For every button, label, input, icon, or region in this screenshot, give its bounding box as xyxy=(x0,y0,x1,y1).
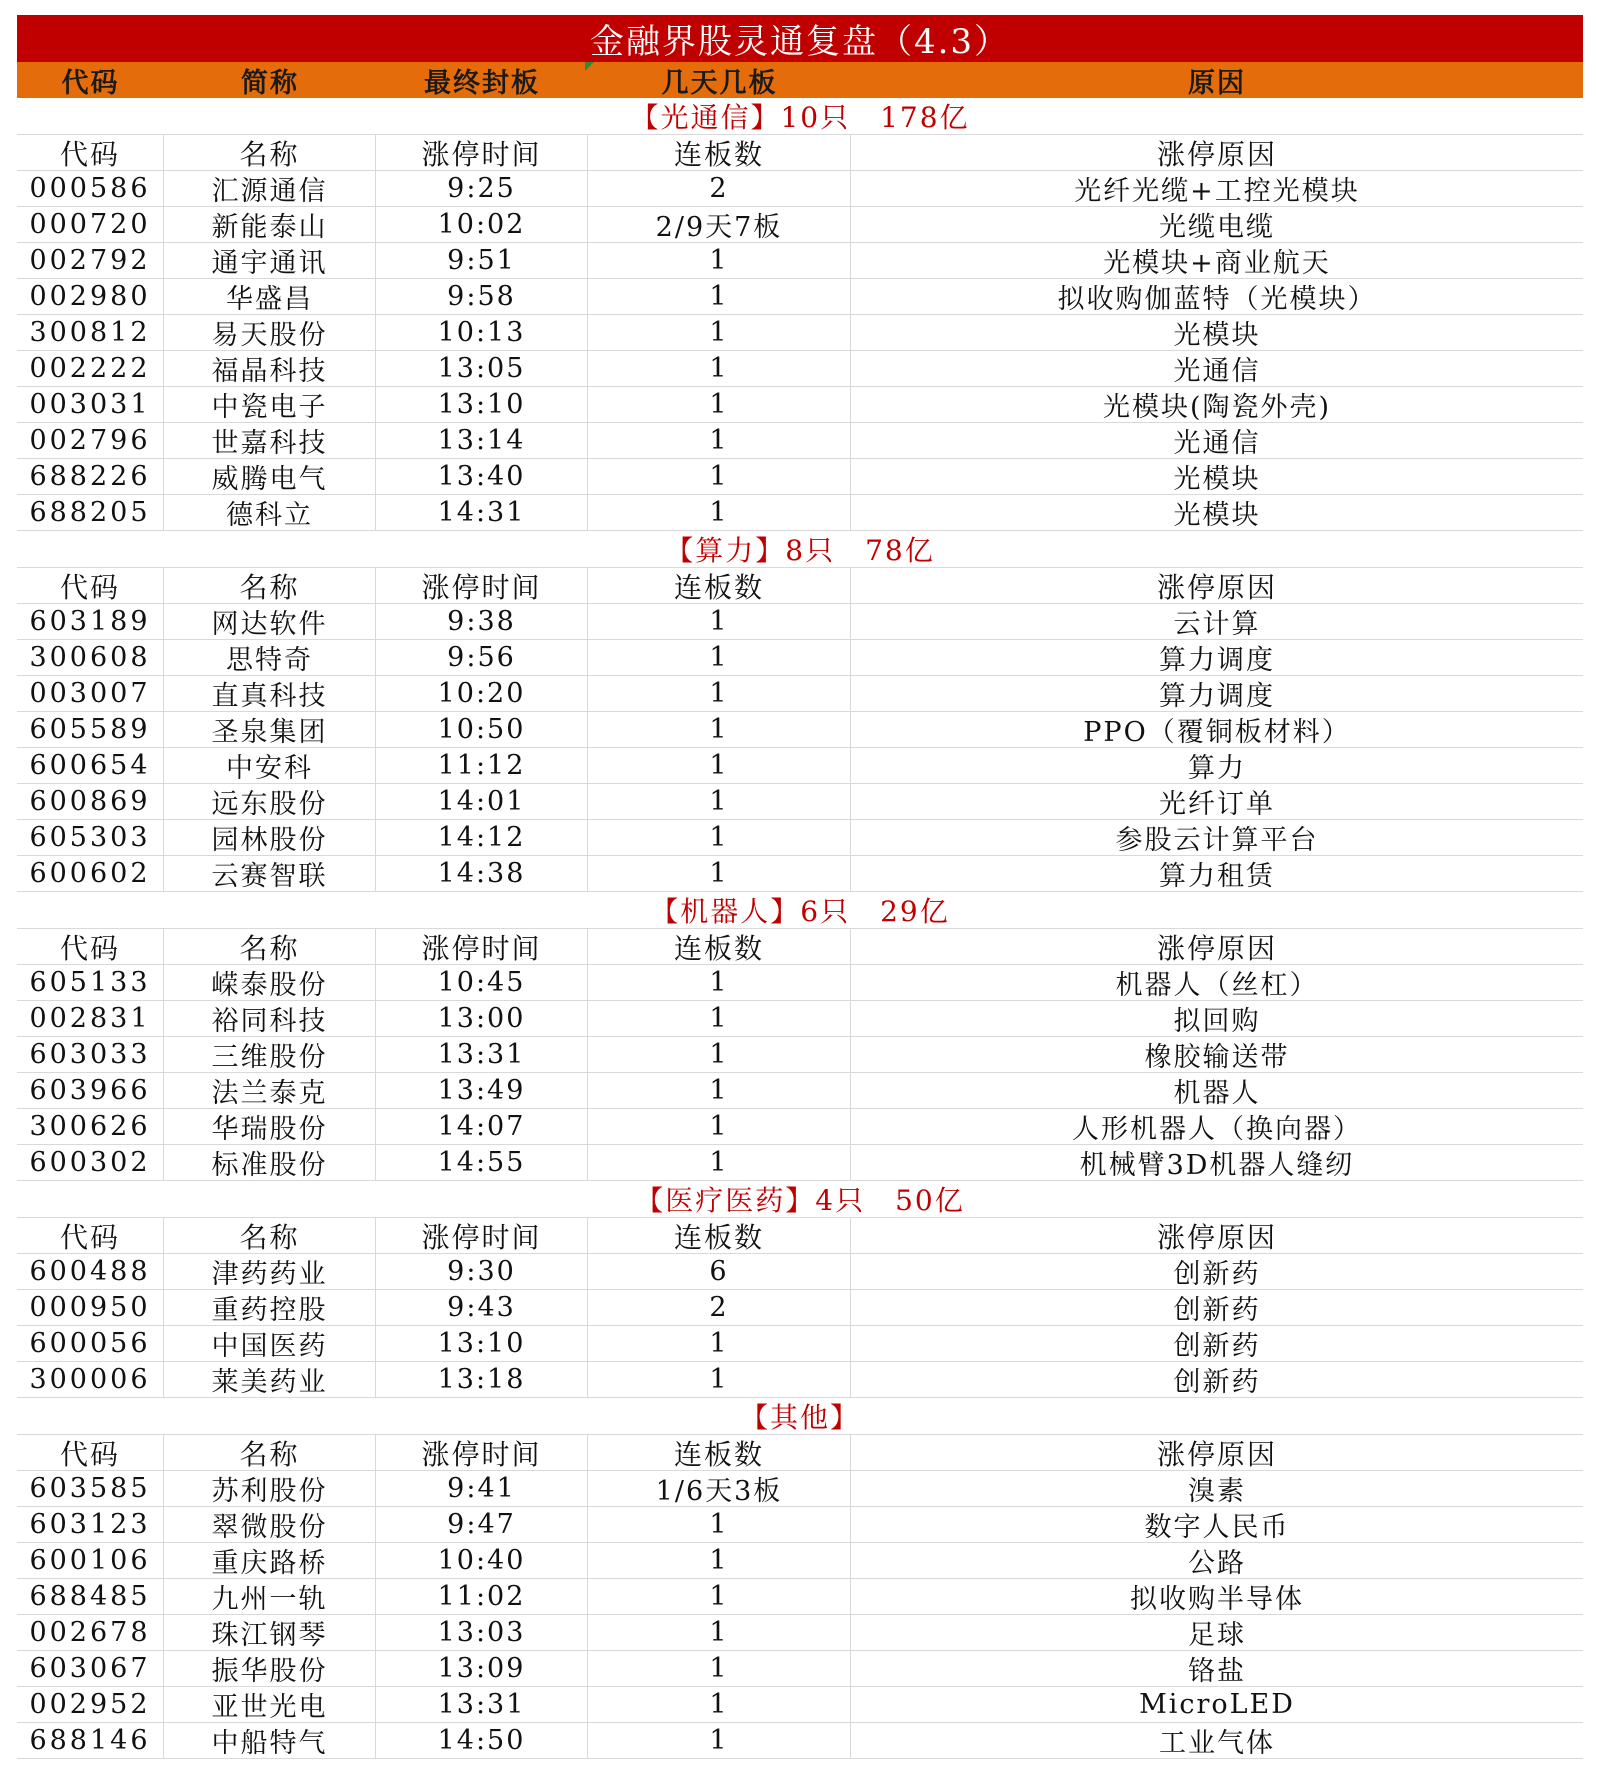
column-header-row xyxy=(17,568,1583,604)
cell-reason: 机器人（丝杠） xyxy=(1115,970,1319,1000)
cell-board-count: 1 xyxy=(588,965,851,1000)
cell-reason: 溴素 xyxy=(1188,1476,1246,1506)
cell-name: 世嘉科技 xyxy=(164,423,376,458)
column-header-name: 名称 xyxy=(164,1435,376,1470)
sector-label: 【其他】 xyxy=(17,1398,1583,1435)
cell-limit-time: 10:02 xyxy=(376,207,588,242)
cell-limit-time: 9:43 xyxy=(376,1290,588,1325)
column-header-board-count: 连板数 xyxy=(588,568,851,603)
column-header-code: 代码 xyxy=(17,568,164,603)
cell-board-count: 1 xyxy=(588,856,851,891)
cell-name: 直真科技 xyxy=(164,676,376,711)
cell-board-count: 1 xyxy=(588,243,851,278)
table-row xyxy=(17,1651,1583,1687)
cell-reason: MicroLED xyxy=(1139,1689,1295,1720)
cell-name: 圣泉集团 xyxy=(164,712,376,747)
review-sheet xyxy=(17,15,1583,1759)
cell-name: 福晶科技 xyxy=(164,351,376,386)
sheet-title: 金融界股灵通复盘（4.3） xyxy=(17,15,1583,62)
cell-code: 600056 xyxy=(17,1326,164,1361)
cell-reason: 光通信 xyxy=(1173,428,1261,458)
cell-board-count: 1 xyxy=(588,1579,851,1614)
column-header-board-count: 连板数 xyxy=(588,135,851,170)
cell-code: 600488 xyxy=(17,1254,164,1289)
cell-limit-time: 13:31 xyxy=(376,1687,588,1722)
table-row xyxy=(17,820,1583,856)
cell-limit-time: 14:07 xyxy=(376,1109,588,1144)
cell-board-count: 6 xyxy=(588,1254,851,1289)
cell-code: 603966 xyxy=(17,1073,164,1108)
cell-board-count: 1 xyxy=(588,1687,851,1722)
cell-code: 002792 xyxy=(17,243,164,278)
column-header-limit-time: 涨停时间 xyxy=(376,929,588,964)
cell-name: 珠江钢琴 xyxy=(164,1615,376,1650)
cell-name: 中安科 xyxy=(164,748,376,783)
cell-board-count: 1 xyxy=(588,748,851,783)
cell-reason: 橡胶输送带 xyxy=(1144,1042,1290,1072)
main-header-row xyxy=(17,62,1583,98)
cell-limit-time: 13:31 xyxy=(376,1037,588,1072)
cell-code: 002980 xyxy=(17,279,164,314)
cell-limit-time: 13:18 xyxy=(376,1362,588,1397)
cell-reason: 拟收购半导体 xyxy=(1130,1584,1304,1614)
table-row xyxy=(17,1362,1583,1398)
table-row xyxy=(17,640,1583,676)
cell-limit-time: 9:51 xyxy=(376,243,588,278)
cell-limit-time: 10:45 xyxy=(376,965,588,1000)
table-row xyxy=(17,1037,1583,1073)
cell-reason: 光纤订单 xyxy=(1159,789,1275,819)
cell-limit-time: 14:31 xyxy=(376,495,588,530)
cell-board-count: 1 xyxy=(588,459,851,494)
cell-code: 688146 xyxy=(17,1723,164,1758)
column-header-name: 名称 xyxy=(164,1218,376,1253)
cell-board-count: 1/6天3板 xyxy=(588,1471,851,1506)
cell-limit-time: 9:47 xyxy=(376,1507,588,1542)
cell-code: 003031 xyxy=(17,387,164,422)
header-short-name: 简称 xyxy=(241,67,299,98)
cell-limit-time: 13:14 xyxy=(376,423,588,458)
cell-board-count: 1 xyxy=(588,1723,851,1758)
cell-code: 600654 xyxy=(17,748,164,783)
cell-code: 605133 xyxy=(17,965,164,1000)
sector-label: 【算力】8只 78亿 xyxy=(17,531,1583,568)
cell-board-count: 1 xyxy=(588,1326,851,1361)
cell-name: 中瓷电子 xyxy=(164,387,376,422)
cell-code: 300626 xyxy=(17,1109,164,1144)
cell-limit-time: 10:40 xyxy=(376,1543,588,1578)
cell-code: 000720 xyxy=(17,207,164,242)
cell-limit-time: 14:55 xyxy=(376,1145,588,1180)
table-row xyxy=(17,1723,1583,1759)
cell-limit-time: 13:49 xyxy=(376,1073,588,1108)
cell-board-count: 1 xyxy=(588,676,851,711)
table-row xyxy=(17,1001,1583,1037)
column-header-code: 代码 xyxy=(17,1435,164,1470)
column-header-limit-time: 涨停时间 xyxy=(376,1435,588,1470)
cell-limit-time: 9:58 xyxy=(376,279,588,314)
cell-reason: 数字人民币 xyxy=(1144,1512,1290,1542)
cell-name: 津药药业 xyxy=(164,1254,376,1289)
column-header-code: 代码 xyxy=(17,135,164,170)
cell-limit-time: 14:50 xyxy=(376,1723,588,1758)
sector-label: 【光通信】10只 178亿 xyxy=(17,98,1583,135)
cell-name: 裕同科技 xyxy=(164,1001,376,1036)
table-row xyxy=(17,748,1583,784)
cell-name: 汇源通信 xyxy=(164,171,376,206)
cell-code: 603123 xyxy=(17,1507,164,1542)
cell-name: 新能泰山 xyxy=(164,207,376,242)
cell-code: 600602 xyxy=(17,856,164,891)
column-header-row xyxy=(17,1218,1583,1254)
cell-reason: 光纤光缆+工控光模块 xyxy=(1074,176,1360,206)
cell-name: 翠微股份 xyxy=(164,1507,376,1542)
cell-name: 远东股份 xyxy=(164,784,376,819)
cell-limit-time: 9:25 xyxy=(376,171,588,206)
cell-board-count: 1 xyxy=(588,1073,851,1108)
table-row xyxy=(17,604,1583,640)
table-row xyxy=(17,351,1583,387)
cell-board-count: 1 xyxy=(588,1109,851,1144)
cell-code: 300006 xyxy=(17,1362,164,1397)
cell-limit-time: 13:09 xyxy=(376,1651,588,1686)
cell-board-count: 1 xyxy=(588,315,851,350)
cell-reason: 算力调度 xyxy=(1159,645,1275,675)
cell-board-count: 1 xyxy=(588,1543,851,1578)
cell-limit-time: 13:10 xyxy=(376,1326,588,1361)
column-header-reason: 涨停原因 xyxy=(1156,1220,1277,1253)
cell-code: 603585 xyxy=(17,1471,164,1506)
table-row xyxy=(17,1109,1583,1145)
table-row xyxy=(17,1507,1583,1543)
column-header-limit-time: 涨停时间 xyxy=(376,135,588,170)
cell-name: 园林股份 xyxy=(164,820,376,855)
column-header-row xyxy=(17,135,1583,171)
column-header-reason: 涨停原因 xyxy=(1156,570,1277,603)
cell-board-count: 1 xyxy=(588,784,851,819)
cell-name: 网达软件 xyxy=(164,604,376,639)
cell-name: 易天股份 xyxy=(164,315,376,350)
table-row xyxy=(17,965,1583,1001)
cell-name: 苏利股份 xyxy=(164,1471,376,1506)
table-row xyxy=(17,495,1583,531)
table-row xyxy=(17,315,1583,351)
header-reason: 原因 xyxy=(1188,67,1246,98)
cell-board-count: 1 xyxy=(588,1037,851,1072)
cell-limit-time: 14:01 xyxy=(376,784,588,819)
cell-board-count: 2 xyxy=(588,171,851,206)
cell-code: 300812 xyxy=(17,315,164,350)
table-row xyxy=(17,1687,1583,1723)
cell-board-count: 1 xyxy=(588,387,851,422)
cell-reason: 工业气体 xyxy=(1159,1728,1275,1758)
cell-name: 思特奇 xyxy=(164,640,376,675)
table-row xyxy=(17,387,1583,423)
cell-code: 603067 xyxy=(17,1651,164,1686)
sections-container xyxy=(17,98,1583,1759)
cell-name: 德科立 xyxy=(164,495,376,530)
sector-section xyxy=(17,98,1583,531)
cell-name: 九州一轨 xyxy=(164,1579,376,1614)
cell-limit-time: 14:12 xyxy=(376,820,588,855)
cell-board-count: 1 xyxy=(588,1651,851,1686)
table-row xyxy=(17,279,1583,315)
cell-name: 重药控股 xyxy=(164,1290,376,1325)
cell-reason: 参股云计算平台 xyxy=(1115,825,1319,855)
cell-board-count: 1 xyxy=(588,423,851,458)
cell-name: 法兰泰克 xyxy=(164,1073,376,1108)
sector-label: 【机器人】6只 29亿 xyxy=(17,892,1583,929)
cell-code: 002678 xyxy=(17,1615,164,1650)
header-board-days: 几天几板 xyxy=(661,67,778,98)
column-header-reason: 涨停原因 xyxy=(1156,1437,1277,1470)
table-row xyxy=(17,1615,1583,1651)
cell-board-count: 1 xyxy=(588,1507,851,1542)
cell-code: 000950 xyxy=(17,1290,164,1325)
table-row xyxy=(17,459,1583,495)
cell-code: 600106 xyxy=(17,1543,164,1578)
table-row xyxy=(17,1145,1583,1181)
table-row xyxy=(17,1579,1583,1615)
cell-code: 600302 xyxy=(17,1145,164,1180)
column-header-board-count: 连板数 xyxy=(588,1435,851,1470)
sector-section xyxy=(17,892,1583,1181)
cell-reason: PPO（覆铜板材料） xyxy=(1083,717,1351,747)
column-header-row xyxy=(17,1435,1583,1471)
cell-reason: 创新药 xyxy=(1173,1331,1261,1361)
cell-board-count: 1 xyxy=(588,712,851,747)
cell-board-count: 1 xyxy=(588,1362,851,1397)
cell-reason: 机器人 xyxy=(1173,1078,1261,1108)
cell-reason: 足球 xyxy=(1188,1620,1246,1650)
cell-reason: 云计算 xyxy=(1173,609,1261,639)
sector-label: 【医疗医药】4只 50亿 xyxy=(17,1181,1583,1218)
cell-limit-time: 13:03 xyxy=(376,1615,588,1650)
cell-board-count: 1 xyxy=(588,640,851,675)
cell-reason: 拟回购 xyxy=(1173,1006,1261,1036)
cell-code: 002952 xyxy=(17,1687,164,1722)
cell-limit-time: 10:50 xyxy=(376,712,588,747)
cell-limit-time: 9:30 xyxy=(376,1254,588,1289)
cell-board-count: 1 xyxy=(588,351,851,386)
cell-limit-time: 9:38 xyxy=(376,604,588,639)
cell-name: 重庆路桥 xyxy=(164,1543,376,1578)
cell-board-count: 1 xyxy=(588,1145,851,1180)
cell-name: 中船特气 xyxy=(164,1723,376,1758)
column-header-board-count: 连板数 xyxy=(588,929,851,964)
cell-reason: 光模块 xyxy=(1173,500,1261,530)
table-row xyxy=(17,1254,1583,1290)
column-header-limit-time: 涨停时间 xyxy=(376,1218,588,1253)
cell-name: 中国医药 xyxy=(164,1326,376,1361)
cell-board-count: 1 xyxy=(588,604,851,639)
cell-reason: 拟收购伽蓝特（光模块） xyxy=(1057,284,1377,314)
cell-reason: 创新药 xyxy=(1173,1367,1261,1397)
table-row xyxy=(17,1543,1583,1579)
cell-limit-time: 9:56 xyxy=(376,640,588,675)
cell-name: 标准股份 xyxy=(164,1145,376,1180)
cell-limit-time: 11:02 xyxy=(376,1579,588,1614)
cell-name: 亚世光电 xyxy=(164,1687,376,1722)
table-row xyxy=(17,1326,1583,1362)
table-row xyxy=(17,1290,1583,1326)
cell-code: 603033 xyxy=(17,1037,164,1072)
cell-reason: 算力租赁 xyxy=(1159,861,1275,891)
cell-reason: 铬盐 xyxy=(1188,1656,1246,1686)
cell-limit-time: 13:40 xyxy=(376,459,588,494)
cell-name: 华瑞股份 xyxy=(164,1109,376,1144)
column-header-name: 名称 xyxy=(164,929,376,964)
cell-limit-time: 13:00 xyxy=(376,1001,588,1036)
table-row xyxy=(17,423,1583,459)
cell-board-count: 1 xyxy=(588,1615,851,1650)
sector-section xyxy=(17,531,1583,892)
cell-reason: 机械臂3D机器人缝纫 xyxy=(1079,1150,1355,1180)
cell-reason: 光模块 xyxy=(1173,464,1261,494)
cell-board-count: 1 xyxy=(588,820,851,855)
cell-limit-time: 13:10 xyxy=(376,387,588,422)
cell-reason: 光缆电缆 xyxy=(1159,212,1275,242)
column-header-row xyxy=(17,929,1583,965)
table-row xyxy=(17,171,1583,207)
cell-name: 威腾电气 xyxy=(164,459,376,494)
cell-name: 通宇通讯 xyxy=(164,243,376,278)
cell-reason: 公路 xyxy=(1188,1548,1246,1578)
cell-board-count: 2 xyxy=(588,1290,851,1325)
cell-board-count: 1 xyxy=(588,279,851,314)
cell-name: 莱美药业 xyxy=(164,1362,376,1397)
cell-name: 嵘泰股份 xyxy=(164,965,376,1000)
table-row xyxy=(17,676,1583,712)
cell-reason: 创新药 xyxy=(1173,1259,1261,1289)
sector-section xyxy=(17,1398,1583,1759)
comment-marker-icon xyxy=(585,62,594,71)
cell-name: 三维股份 xyxy=(164,1037,376,1072)
cell-limit-time: 13:05 xyxy=(376,351,588,386)
cell-code: 002222 xyxy=(17,351,164,386)
column-header-code: 代码 xyxy=(17,1218,164,1253)
column-header-board-count: 连板数 xyxy=(588,1218,851,1253)
cell-name: 振华股份 xyxy=(164,1651,376,1686)
column-header-name: 名称 xyxy=(164,135,376,170)
header-code: 代码 xyxy=(61,67,120,98)
cell-limit-time: 11:12 xyxy=(376,748,588,783)
cell-code: 605303 xyxy=(17,820,164,855)
cell-reason: 算力调度 xyxy=(1159,681,1275,711)
table-row xyxy=(17,243,1583,279)
cell-board-count: 2/9天7板 xyxy=(588,207,851,242)
cell-limit-time: 14:38 xyxy=(376,856,588,891)
cell-reason: 创新药 xyxy=(1173,1295,1261,1325)
column-header-reason: 涨停原因 xyxy=(1156,931,1277,964)
table-row xyxy=(17,1073,1583,1109)
cell-code: 688205 xyxy=(17,495,164,530)
cell-code: 300608 xyxy=(17,640,164,675)
table-row xyxy=(17,207,1583,243)
table-row xyxy=(17,856,1583,892)
cell-code: 603189 xyxy=(17,604,164,639)
cell-board-count: 1 xyxy=(588,495,851,530)
sector-section xyxy=(17,1181,1583,1398)
cell-name: 云赛智联 xyxy=(164,856,376,891)
column-header-code: 代码 xyxy=(17,929,164,964)
table-row xyxy=(17,712,1583,748)
cell-reason: 算力 xyxy=(1188,753,1246,783)
cell-reason: 光模块+商业航天 xyxy=(1103,248,1331,278)
cell-code: 600869 xyxy=(17,784,164,819)
cell-reason: 光模块 xyxy=(1173,320,1261,350)
cell-limit-time: 9:41 xyxy=(376,1471,588,1506)
column-header-reason: 涨停原因 xyxy=(1156,137,1277,170)
cell-reason: 光模块(陶瓷外壳) xyxy=(1102,392,1332,422)
cell-code: 605589 xyxy=(17,712,164,747)
column-header-limit-time: 涨停时间 xyxy=(376,568,588,603)
cell-code: 002831 xyxy=(17,1001,164,1036)
cell-code: 003007 xyxy=(17,676,164,711)
column-header-name: 名称 xyxy=(164,568,376,603)
cell-name: 华盛昌 xyxy=(164,279,376,314)
cell-limit-time: 10:20 xyxy=(376,676,588,711)
table-row xyxy=(17,1471,1583,1507)
cell-code: 688485 xyxy=(17,1579,164,1614)
cell-reason: 人形机器人（换向器） xyxy=(1072,1114,1362,1144)
cell-code: 688226 xyxy=(17,459,164,494)
cell-board-count: 1 xyxy=(588,1001,851,1036)
cell-limit-time: 10:13 xyxy=(376,315,588,350)
header-final-seal: 最终封板 xyxy=(424,67,540,98)
cell-code: 002796 xyxy=(17,423,164,458)
cell-reason: 光通信 xyxy=(1173,356,1261,386)
table-row xyxy=(17,784,1583,820)
cell-code: 000586 xyxy=(17,171,164,206)
